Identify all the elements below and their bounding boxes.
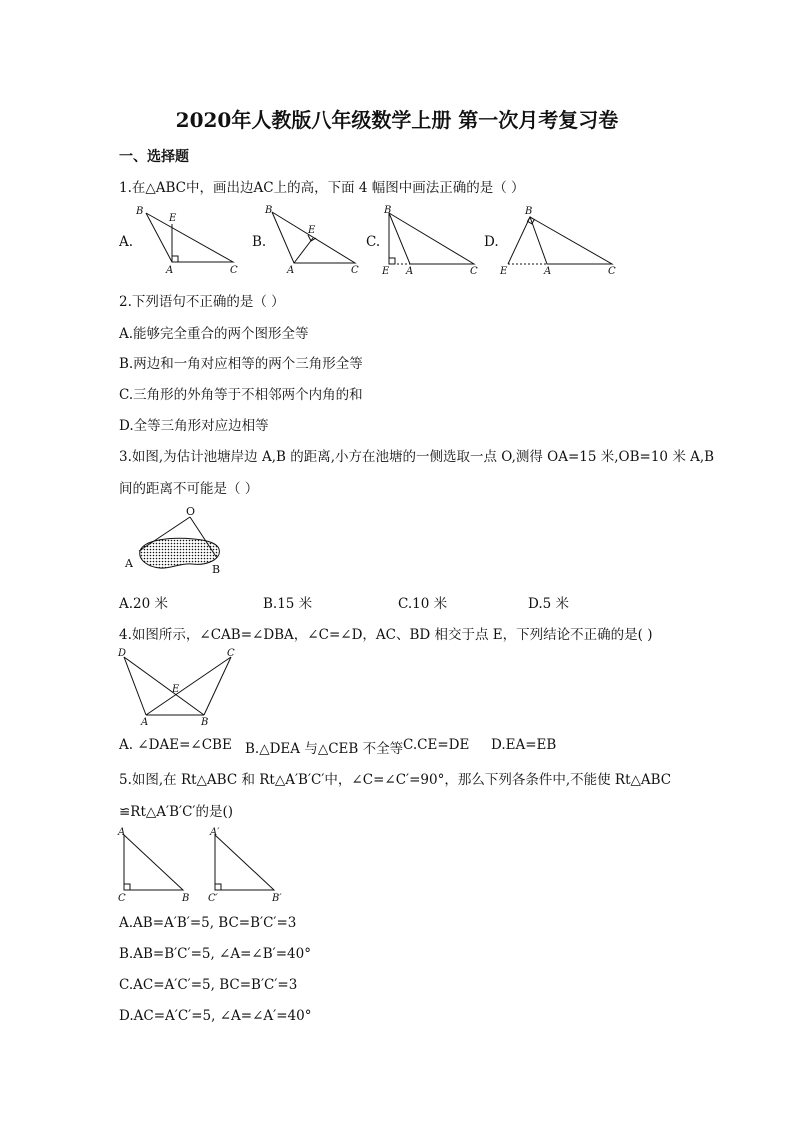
q1a-label-b: B	[136, 206, 144, 217]
q1c-label-e: E	[382, 266, 390, 277]
q1-figure-b	[263, 205, 373, 275]
q1b-label-a: A	[287, 265, 295, 276]
q2-option-a[interactable]: A.能够完全重合的两个图形全等	[119, 326, 309, 342]
q2-option-b[interactable]: B.两边和一角对应相等的两个三角形全等	[119, 356, 363, 372]
q5-label-b: B	[182, 893, 190, 904]
q5-option-c[interactable]: C.AC=A′C′=5, BC=B′C′=3	[119, 977, 298, 993]
q4-option-b[interactable]: B.△DEA 与△CEB 不全等	[245, 741, 404, 757]
q4-label-e: E	[172, 684, 180, 695]
q4-option-c[interactable]: C.CE=DE	[403, 737, 470, 753]
q5-label-a: A	[118, 827, 126, 838]
q1b-label-b: B	[265, 205, 273, 216]
q1a-label-c: C	[230, 265, 238, 276]
q5-option-a[interactable]: A.AB=A′B′=5, BC=B′C′=3	[119, 915, 297, 931]
q3-option-d[interactable]: D.5 米	[528, 596, 570, 612]
q1d-label-c: C	[608, 266, 616, 277]
q3-pond-figure	[122, 503, 232, 578]
q4-label-b: B	[201, 717, 209, 728]
q5-triangle-abc	[116, 826, 201, 906]
q5-stem-line2: ≌Rt△A′B′C′的是()	[119, 804, 234, 820]
q1-option-d[interactable]: D.	[484, 234, 499, 250]
q1-figure-c	[380, 203, 490, 275]
q5-triangle-a1b1c1	[206, 826, 296, 906]
q3-option-a[interactable]: A.20 米	[119, 596, 169, 612]
q5-stem-line1: 5.如图,在 Rt△ABC 和 Rt△A′B′C′中，∠C=∠C′=90°，那么下列各条件中,不能使 Rt△ABC	[119, 772, 672, 788]
q1-option-a[interactable]: A.	[119, 234, 134, 250]
q4-figure	[116, 645, 246, 730]
q5-label-c: C	[118, 893, 126, 904]
q3-label-a: A	[125, 557, 133, 570]
q5-label-c-prime: C′	[208, 893, 218, 904]
q4-label-a: A	[141, 717, 149, 728]
q1c-label-b: B	[384, 205, 392, 216]
q5-option-d[interactable]: D.AC=A′C′=5, ∠A=∠A′=40°	[119, 1008, 312, 1024]
q3-option-b[interactable]: B.15 米	[263, 596, 313, 612]
q1d-label-a: A	[544, 266, 552, 277]
q1-stem: 1.在△ABC中，画出边AC上的高，下面 4 幅图中画法正确的是（ ）	[119, 180, 525, 196]
q3-label-o: O	[186, 505, 196, 518]
q1d-label-b: B	[525, 206, 533, 217]
q4-option-d[interactable]: D.EA=EB	[491, 737, 557, 753]
q1c-label-a: A	[406, 266, 414, 277]
q3-stem-line2: 间的距离不可能是（ ）	[119, 481, 259, 497]
q3-option-c[interactable]: C.10 米	[398, 596, 448, 612]
q2-option-c[interactable]: C.三角形的外角等于不相邻两个内角的和	[119, 387, 363, 403]
q1b-label-c: C	[351, 265, 359, 276]
q3-stem-line1: 3.如图,为估计池塘岸边 A,B 的距离,小方在池塘的一侧选取一点 O,测得 OA=15 米,OB=10 米 A,B	[119, 449, 715, 465]
q4-option-a[interactable]: A. ∠DAE=∠CBE	[119, 737, 232, 753]
q1b-label-e: E	[308, 225, 316, 236]
q1a-label-e: E	[169, 213, 177, 224]
q2-option-d[interactable]: D.全等三角形对应边相等	[119, 418, 269, 434]
page-title: 2020年人教版八年级数学上册 第一次月考复习卷	[175, 108, 619, 132]
q1-option-b[interactable]: B.	[252, 234, 267, 250]
q3-label-b: B	[212, 563, 221, 576]
q2-stem: 2.下列语句不正确的是（ ）	[119, 294, 285, 310]
q1d-label-e: E	[500, 266, 508, 277]
q1-option-c[interactable]: C.	[366, 234, 381, 250]
q5-label-b-prime: B′	[272, 893, 282, 904]
q1-figure-d	[500, 203, 620, 275]
q5-option-b[interactable]: B.AB=B′C′=5, ∠A=∠B′=40°	[119, 946, 311, 962]
q1c-label-c: C	[470, 266, 478, 277]
q4-stem: 4.如图所示，∠CAB=∠DBA，∠C=∠D，AC、BD 相交于点 E，下列结论不正确的是( )	[119, 627, 653, 643]
section-heading: 一、选择题	[119, 149, 189, 165]
q5-label-a-prime: A′	[210, 827, 220, 838]
q1-figure-a	[136, 205, 246, 275]
q1a-label-a: A	[166, 265, 174, 276]
q4-label-d: D	[118, 648, 127, 659]
q4-label-c: C	[227, 648, 235, 659]
